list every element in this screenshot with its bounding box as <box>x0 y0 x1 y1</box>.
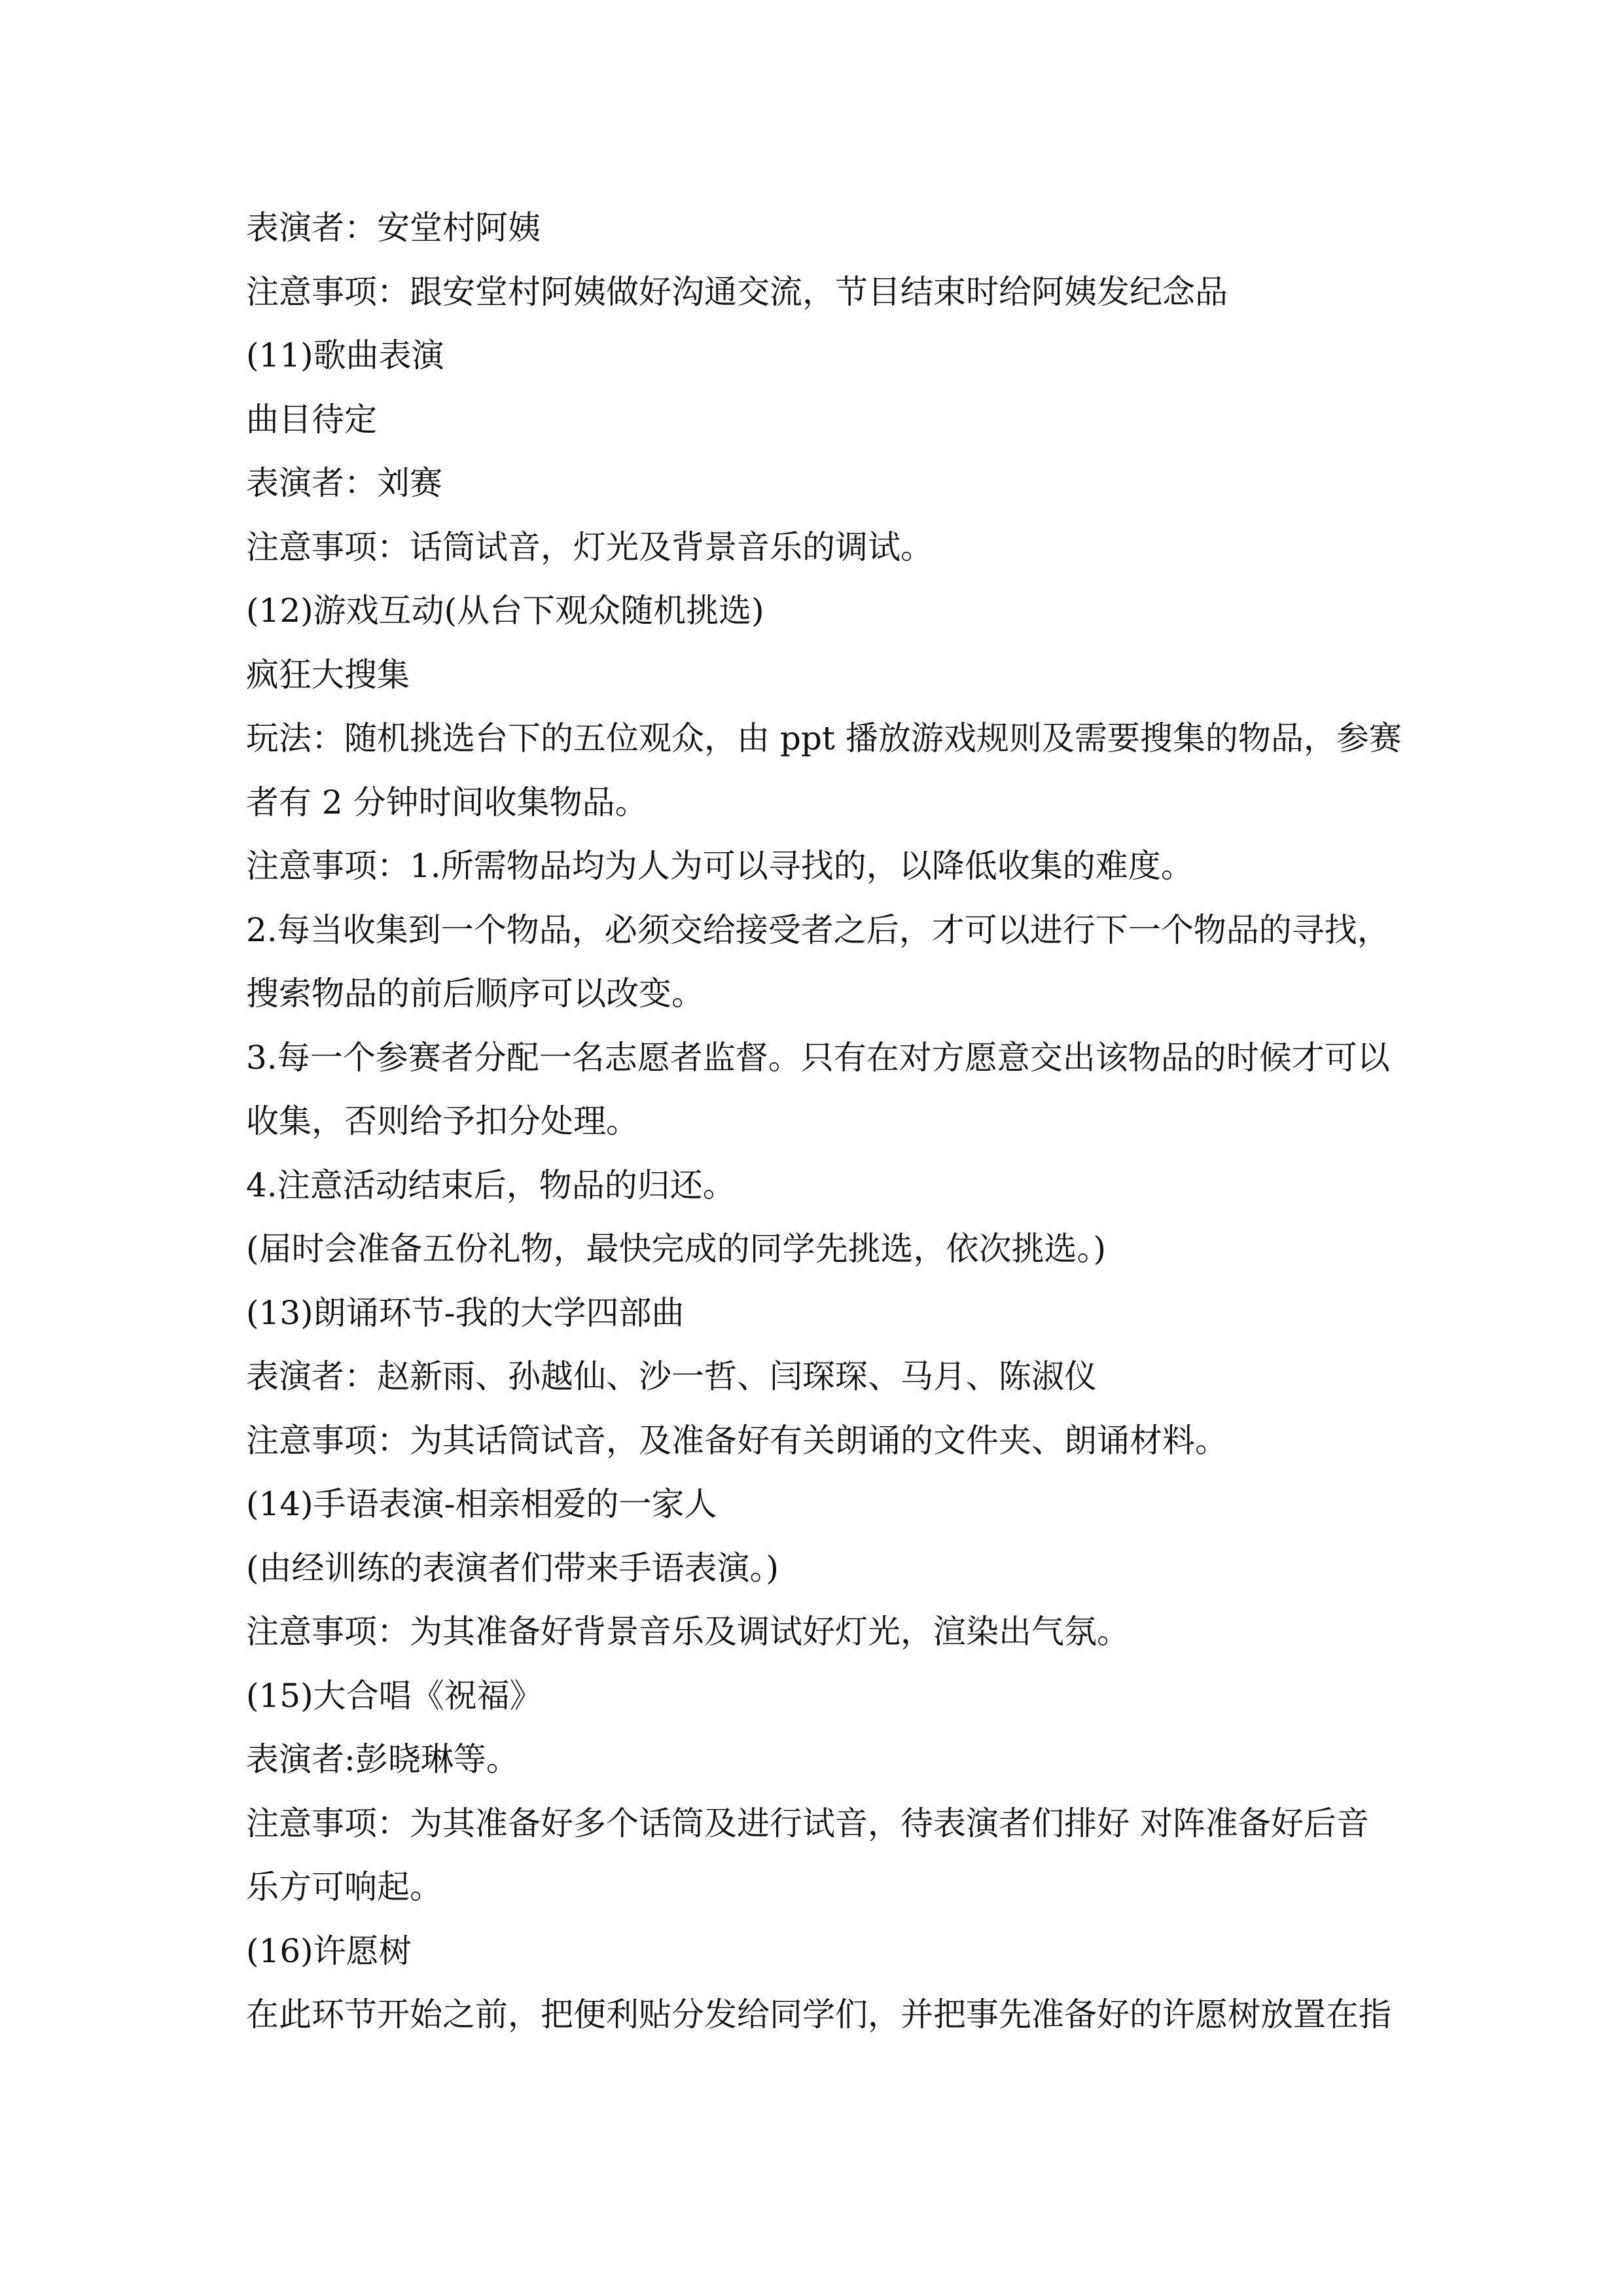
text-line: 2.每当收集到一个物品，必须交给接受者之后，才可以进行下一个物品的寻找， <box>246 910 1390 949</box>
text-line: 玩法：随机挑选台下的五位观众，由 ppt 播放游戏规则及需要搜集的物品，参赛 <box>246 719 1402 757</box>
text-line: 曲目待定 <box>246 400 377 439</box>
text-line: 在此环节开始之前，把便利贴分发给同学们，并把事先准备好的许愿树放置在指 <box>246 1996 1391 2034</box>
text-line: 注意事项：为其准备好多个话筒及进行试音，待表演者们排好 对阵准备好后音 <box>246 1804 1369 1842</box>
section-heading: (13)朗诵环节-我的大学四部曲 <box>246 1293 685 1332</box>
section-heading: (11)歌曲表演 <box>246 336 444 374</box>
text-line: 表演者：刘赛 <box>246 464 442 502</box>
text-line: 乐方可响起。 <box>246 1868 442 1906</box>
text-line: 搜索物品的前后顺序可以改变。 <box>246 975 704 1013</box>
text-line: 3.每一个参赛者分配一名志愿者监督。只有在对方愿意交出该物品的时候才可以 <box>246 1038 1390 1077</box>
text-line: (由经训练的表演者们带来手语表演。) <box>246 1549 779 1587</box>
text-line: 表演者:彭晓琳等。 <box>246 1740 519 1778</box>
text-line: (届时会准备五份礼物，最快完成的同学先挑选，依次挑选。) <box>246 1230 1107 1268</box>
section-heading: (15)大合唱《祝福》 <box>246 1676 543 1715</box>
text-line: 4.注意活动结束后，物品的归还。 <box>246 1166 736 1204</box>
text-line: 注意事项：跟安堂村阿姨做好沟通交流，节目结束时给阿姨发纪念品 <box>246 272 1228 311</box>
text-line: 注意事项：为其话筒试音，及准备好有关朗诵的文件夹、朗诵材料。 <box>246 1421 1228 1460</box>
text-line: 疯狂大搜集 <box>246 655 410 694</box>
text-line: 注意事项：为其准备好背景音乐及调试好灯光，渲染出气氛。 <box>246 1613 1130 1651</box>
text-line: 表演者：赵新雨、孙越仙、沙一哲、闫琛琛、马月、陈淑仪 <box>246 1357 1097 1395</box>
text-line: 表演者：安堂村阿姨 <box>246 209 541 247</box>
document-body <box>246 196 1402 2047</box>
text-line: 收集，否则给予扣分处理。 <box>246 1102 639 1140</box>
section-heading: (12)游戏互动(从台下观众随机挑选) <box>246 592 764 630</box>
section-heading: (14)手语表演-相亲相爱的一家人 <box>246 1485 717 1523</box>
text-line: 注意事项：1.所需物品均为人为可以寻找的，以降低收集的难度。 <box>246 847 1194 885</box>
text-line: 者有 2 分钟时间收集物品。 <box>246 783 648 821</box>
section-heading: (16)许愿树 <box>246 1931 412 1970</box>
text-line: 注意事项：话筒试音，灯光及背景音乐的调试。 <box>246 528 933 566</box>
